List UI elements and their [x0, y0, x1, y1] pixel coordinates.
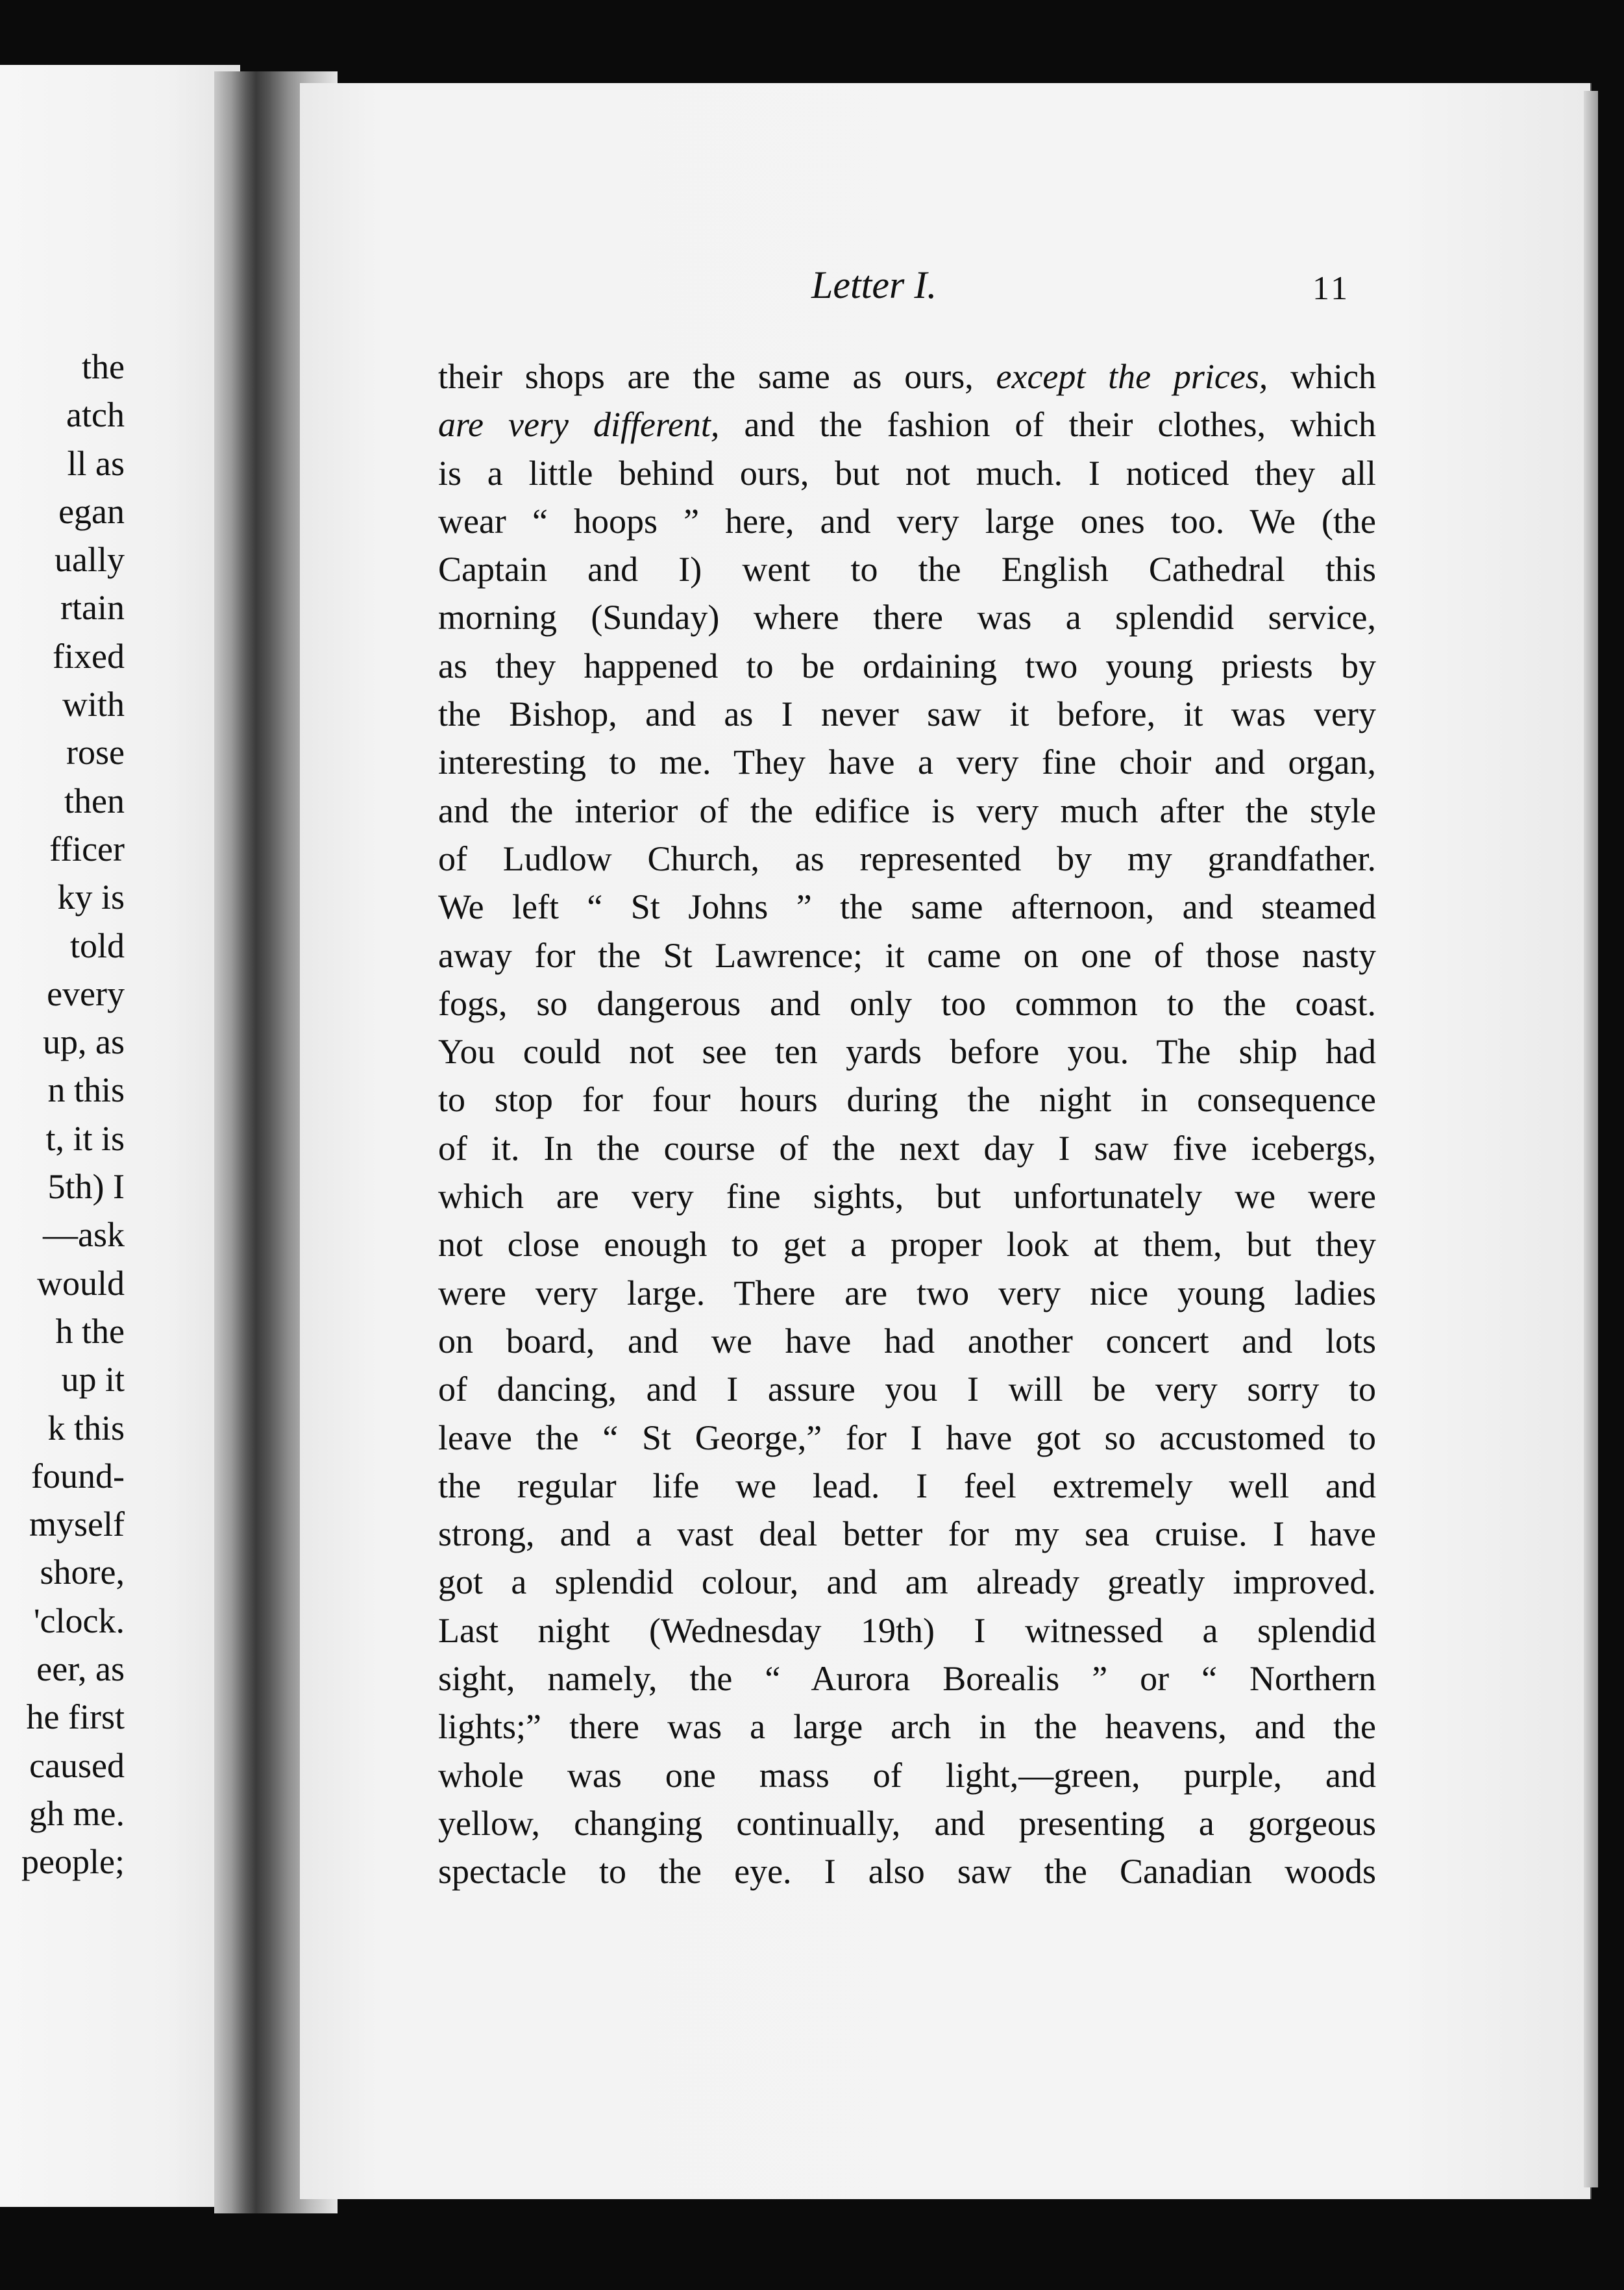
previous-page-text-fragments	[0, 343, 125, 1886]
page-number: 11	[1312, 270, 1351, 307]
fragment-line: shore,	[40, 1553, 125, 1592]
fragment-line: the	[82, 347, 125, 386]
text-line: as they happened to be ordaining two young priests by	[438, 646, 1376, 685]
text-line	[438, 400, 1376, 449]
text-run: their shops are the same as ours,	[438, 357, 974, 396]
text-line: the regular life we lead. I feel extremely well and	[438, 1466, 1376, 1505]
fragment-line: up it	[61, 1360, 125, 1399]
text-line: and the interior of the edifice is very much after the style	[438, 791, 1376, 830]
text-line: of it. In the course of the next day I saw five icebergs,	[438, 1128, 1376, 1168]
fragment-line: gh me.	[29, 1793, 125, 1833]
fragment-line: with	[62, 685, 125, 724]
fragment-line: fficer	[49, 829, 125, 868]
text-line: fogs, so dangerous and only too common to the coast.	[438, 983, 1376, 1023]
fragment-line: ually	[55, 540, 125, 580]
text-line: You could not see ten yards before you. The ship had	[438, 1032, 1376, 1072]
fragment-line: found-	[31, 1456, 125, 1496]
fragment-line: told	[69, 926, 125, 965]
fragment-line: t, it is	[45, 1118, 125, 1158]
fragment-line: people;	[21, 1842, 125, 1882]
fragment-line: egan	[58, 491, 125, 531]
text-line: to stop for four hours during the night in consequence	[438, 1080, 1376, 1120]
fragment-line: rose	[66, 733, 125, 772]
text-line: Captain and I) went to the English Cathedral this	[438, 550, 1376, 589]
italic-run: except the prices,	[996, 357, 1268, 396]
page-edge	[1584, 91, 1598, 2187]
fragment-line: fixed	[53, 636, 125, 676]
fragment-line: n this	[47, 1070, 125, 1110]
text-line: got a splendid colour, and am already greatly improved.	[438, 1562, 1376, 1602]
fragment-line: ky is	[57, 878, 125, 917]
text-line: lights;” there was a large arch in the heavens, and the	[438, 1707, 1376, 1747]
text-line: which are very fine sights, but unfortunately we were	[438, 1177, 1376, 1216]
fragment-line: —ask	[43, 1215, 125, 1255]
fragment-line: caused	[29, 1745, 125, 1785]
fragment-line: h the	[55, 1311, 125, 1351]
fragment-line: atch	[66, 395, 125, 435]
text-line: wear “ hoops ” here, and very large ones too. We (the	[438, 501, 1376, 541]
previous-page	[0, 65, 240, 2207]
text-line: away for the St Lawrence; it came on one of those nasty	[438, 935, 1376, 975]
fragment-line: up, as	[43, 1022, 125, 1062]
text-line: Last night (Wednesday 19th) I witnessed a splendid	[438, 1610, 1376, 1650]
text-line	[438, 352, 1376, 400]
text-line: strong, and a vast deal better for my sea cruise. I have	[438, 1514, 1376, 1554]
text-line: spectacle to the eye. I also saw the Canadian woods	[438, 1852, 1376, 1891]
fragment-line: eer, as	[36, 1649, 125, 1689]
text-line: sight, namely, the “ Aurora Borealis ” or “ Northern	[438, 1659, 1376, 1699]
fragment-line: ll as	[67, 443, 125, 483]
text-line: the Bishop, and as I never saw it before, it was very	[438, 695, 1376, 734]
text-line: of Ludlow Church, as represented by my grandfather.	[438, 839, 1376, 878]
text-run: and the fashion of their clothes, which	[744, 405, 1376, 445]
text-line: is a little behind ours, but not much. I noticed they all	[438, 453, 1376, 493]
text-line: yellow, changing continually, and presenting a gorgeous	[438, 1803, 1376, 1843]
text-line: were very large. There are two very nice young ladies	[438, 1273, 1376, 1312]
fragment-line: then	[64, 781, 125, 820]
fragment-line: he first	[26, 1697, 125, 1737]
text-line: not close enough to get a proper look at them, but they	[438, 1225, 1376, 1264]
fragment-line: 'clock.	[33, 1601, 125, 1640]
fragment-line: every	[47, 974, 125, 1013]
italic-run: are very different,	[438, 405, 720, 445]
fragment-line: 5th) I	[47, 1167, 125, 1207]
fragment-line: k this	[47, 1408, 125, 1447]
fragment-line: rtain	[60, 588, 125, 628]
fragment-line: would	[37, 1263, 125, 1303]
text-line: on board, and we have had another concert and lots	[438, 1321, 1376, 1360]
text-line: whole was one mass of light,—green, purple, and	[438, 1755, 1376, 1795]
text-line: leave the “ St George,” for I have got so accustomed to	[438, 1418, 1376, 1457]
text-run: which	[1290, 357, 1377, 396]
running-head: Letter I.	[811, 264, 937, 306]
text-line: morning (Sunday) where there was a splendid service,	[438, 598, 1376, 637]
text-line: We left “ St Johns ” the same afternoon, and steamed	[438, 887, 1376, 927]
fragment-line: myself	[29, 1505, 125, 1544]
body-text	[438, 352, 1376, 1896]
text-line: of dancing, and I assure you I will be very sorry to	[438, 1370, 1376, 1409]
text-line: interesting to me. They have a very fine choir and organ,	[438, 743, 1376, 782]
